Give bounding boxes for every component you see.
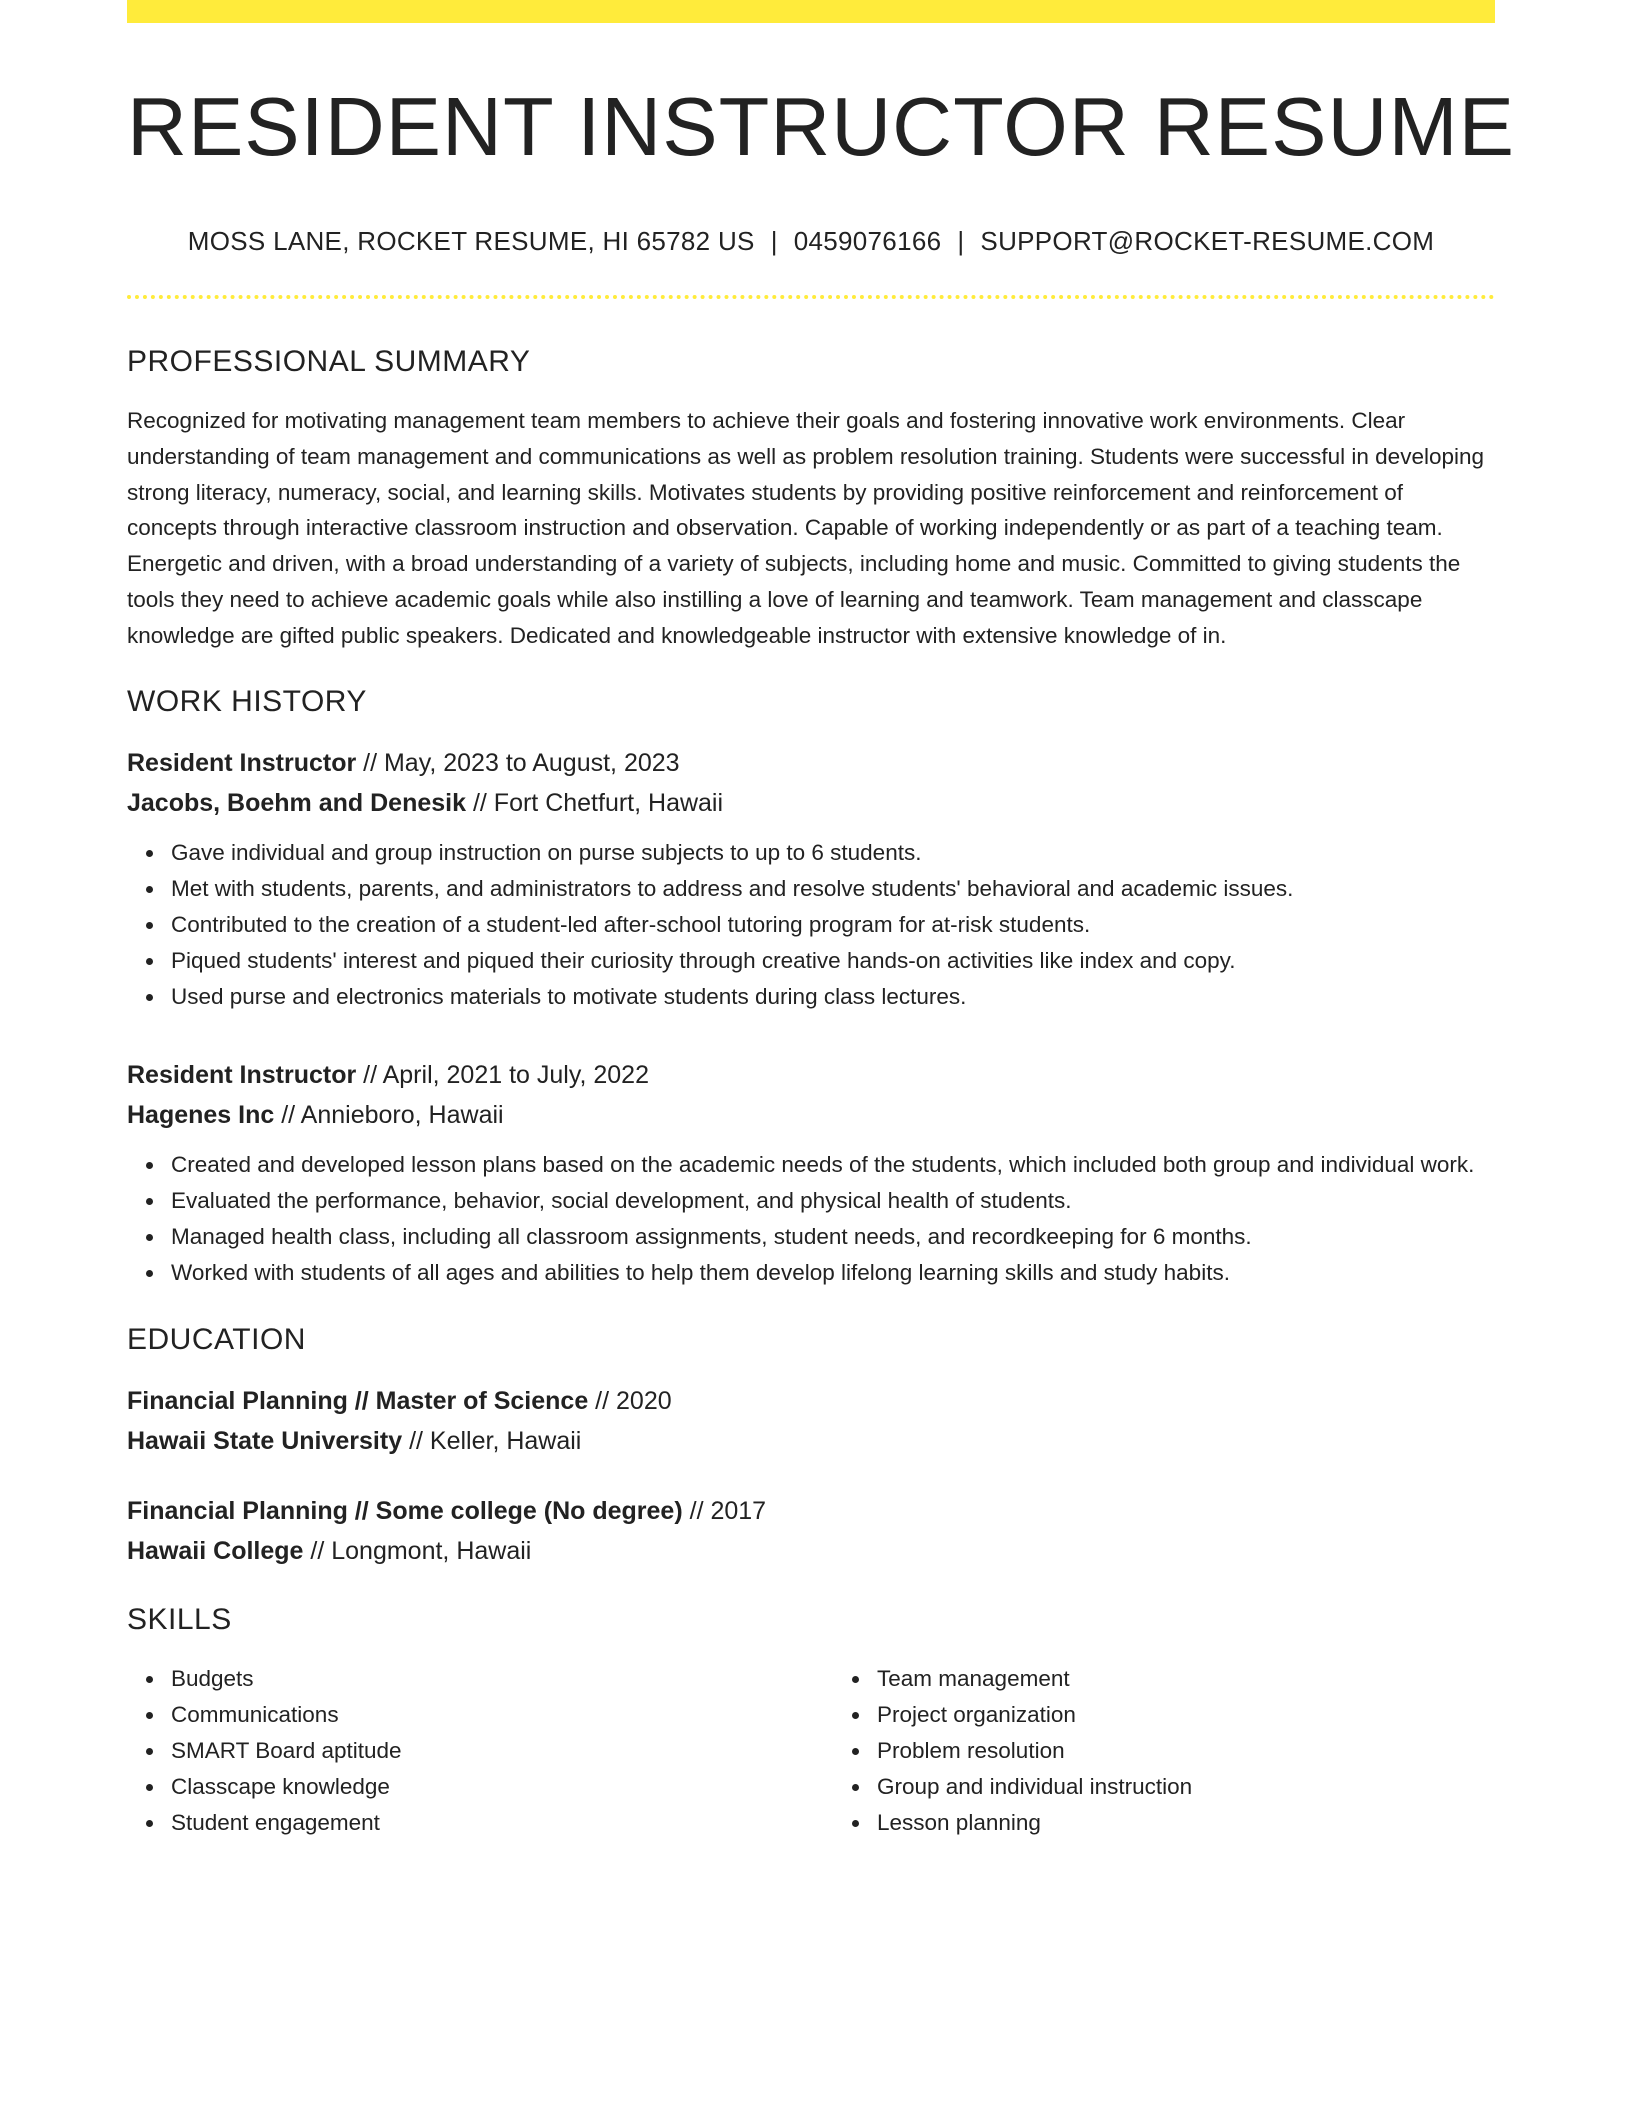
skill-text: Group and individual instruction	[877, 1773, 1193, 1799]
bullet-icon	[146, 1784, 153, 1791]
bullet-icon	[852, 1748, 859, 1755]
bullet-icon	[852, 1820, 859, 1827]
bullet-icon	[146, 994, 153, 1001]
education-degree: Financial Planning // Master of Science	[127, 1386, 589, 1415]
bullet-icon	[146, 1820, 153, 1827]
list-item	[171, 835, 1495, 871]
job-location: // Annieboro, Hawaii	[274, 1100, 504, 1129]
education-year: // 2017	[682, 1496, 767, 1525]
bullet-icon	[146, 886, 153, 893]
list-item	[171, 979, 1495, 1015]
skill-text: Student engagement	[171, 1809, 380, 1835]
bullet-text: Worked with students of all ages and abilities to help them develop lifelong learning skills and study habits.	[171, 1259, 1230, 1285]
list-item	[877, 1769, 1495, 1805]
skills-list-left	[127, 1661, 789, 1841]
bullet-text: Met with students, parents, and administrators to address and resolve students' behavioral and academic issues.	[171, 875, 1294, 901]
list-item	[171, 1183, 1495, 1219]
contact-line	[127, 228, 1495, 254]
contact-email: SUPPORT@ROCKET-RESUME.COM	[980, 226, 1435, 256]
job-location: // Fort Chetfurt, Hawaii	[466, 788, 724, 817]
list-item	[171, 907, 1495, 943]
list-item	[877, 1661, 1495, 1697]
list-item	[877, 1733, 1495, 1769]
bullet-icon	[146, 958, 153, 965]
skill-text: Communications	[171, 1701, 339, 1727]
list-item	[171, 1147, 1495, 1183]
bullet-text: Used purse and electronics materials to motivate students during class lectures.	[171, 983, 967, 1009]
education-degree-line	[127, 1381, 1495, 1421]
bullet-icon	[852, 1784, 859, 1791]
contact-separator: |	[770, 226, 778, 256]
bullet-icon	[146, 850, 153, 857]
skills-list-right	[833, 1661, 1495, 1841]
contact-phone: 0459076166	[793, 226, 942, 256]
skill-text: Team management	[877, 1665, 1070, 1691]
bullet-icon	[852, 1712, 859, 1719]
list-item	[877, 1805, 1495, 1841]
bullet-icon	[852, 1676, 859, 1683]
education-school-line	[127, 1421, 1495, 1461]
job-company: Jacobs, Boehm and Denesik	[127, 788, 467, 817]
list-item	[171, 871, 1495, 907]
job-title-line	[127, 1055, 1495, 1095]
education-entry	[127, 1491, 1495, 1571]
skill-text: Project organization	[877, 1701, 1076, 1727]
list-item	[171, 943, 1495, 979]
job-dates: // April, 2021 to July, 2022	[356, 1060, 649, 1089]
education-heading: EDUCATION	[127, 1322, 306, 1356]
job-title: Resident Instructor	[127, 748, 357, 777]
resume-page	[127, 0, 1515, 1841]
job-company: Hagenes Inc	[127, 1100, 275, 1129]
contact-address: MOSS LANE, ROCKET RESUME, HI 65782 US	[187, 226, 755, 256]
list-item	[171, 1661, 789, 1697]
bullet-text: Created and developed lesson plans based on the academic needs of the students, which included both group and individual work.	[171, 1151, 1475, 1177]
work-history-heading: WORK HISTORY	[127, 684, 367, 718]
bullet-icon	[146, 1748, 153, 1755]
education-degree: Financial Planning // Some college (No degree)	[127, 1496, 683, 1525]
accent-top-bar	[127, 0, 1495, 23]
skills-heading: SKILLS	[127, 1602, 232, 1636]
job-entry	[127, 1055, 1495, 1291]
list-item	[171, 1697, 789, 1733]
job-bullet-list	[127, 1147, 1495, 1291]
bullet-text: Evaluated the performance, behavior, social development, and physical health of students.	[171, 1187, 1072, 1213]
job-dates: // May, 2023 to August, 2023	[356, 748, 680, 777]
skill-text: Problem resolution	[877, 1737, 1065, 1763]
bullet-icon	[146, 922, 153, 929]
list-item	[171, 1733, 789, 1769]
skill-text: Classcape knowledge	[171, 1773, 390, 1799]
resume-title: RESIDENT INSTRUCTOR RESUME	[127, 80, 1515, 173]
job-title: Resident Instructor	[127, 1060, 357, 1089]
skills-columns	[127, 1661, 1495, 1841]
list-item	[171, 1805, 789, 1841]
list-item	[171, 1255, 1495, 1291]
education-school: Hawaii State University	[127, 1426, 403, 1455]
skill-text: Budgets	[171, 1665, 254, 1691]
job-title-line	[127, 743, 1495, 783]
summary-text: Recognized for motivating management team members to achieve their goals and fostering innovative work environments. Clear understanding of team management and communications as well as problem resolution training. Students were successful in developing strong literacy, numeracy, social, and learning skills. Motivates students by providing positive reinforcement and reinforcement of concepts through interactive classroom instruction and observation. Capable of working independently or as part of a teaching team. Energetic and driven, with a broad understanding of a variety of subjects, including home and music. Committed to giving students the tools they need to achieve academic goals while also instilling a love of learning and teamwork. Team management and classcape knowledge are gifted public speakers. Dedicated and knowledgeable instructor with extensive knowledge of in.	[127, 408, 1485, 648]
bullet-icon	[146, 1712, 153, 1719]
education-entry	[127, 1381, 1495, 1461]
bullet-icon	[146, 1676, 153, 1683]
job-bullet-list	[127, 835, 1495, 1015]
bullet-text: Piqued students' interest and piqued their curiosity through creative hands-on activities like index and copy.	[171, 947, 1236, 973]
education-school-line	[127, 1531, 1495, 1571]
list-item	[171, 1219, 1495, 1255]
job-company-line	[127, 783, 1495, 823]
bullet-icon	[146, 1234, 153, 1241]
contact-separator: |	[957, 226, 965, 256]
education-location: // Keller, Hawaii	[402, 1426, 582, 1455]
education-school: Hawaii College	[127, 1536, 304, 1565]
education-year: // 2020	[588, 1386, 672, 1415]
education-degree-line	[127, 1491, 1495, 1531]
bullet-text: Managed health class, including all classroom assignments, student needs, and recordkeeping for 6 months.	[171, 1223, 1252, 1249]
bullet-text: Contributed to the creation of a student-led after-school tutoring program for at-risk students.	[171, 911, 1091, 937]
dotted-divider	[127, 295, 1495, 299]
list-item	[877, 1697, 1495, 1733]
skill-text: SMART Board aptitude	[171, 1737, 402, 1763]
bullet-icon	[146, 1162, 153, 1169]
list-item	[171, 1769, 789, 1805]
summary-heading: PROFESSIONAL SUMMARY	[127, 345, 531, 378]
job-company-line	[127, 1095, 1495, 1135]
job-entry	[127, 743, 1495, 1015]
education-location: // Longmont, Hawaii	[303, 1536, 532, 1565]
bullet-icon	[146, 1198, 153, 1205]
bullet-icon	[146, 1270, 153, 1277]
skill-text: Lesson planning	[877, 1809, 1041, 1835]
bullet-text: Gave individual and group instruction on purse subjects to up to 6 students.	[171, 839, 922, 865]
